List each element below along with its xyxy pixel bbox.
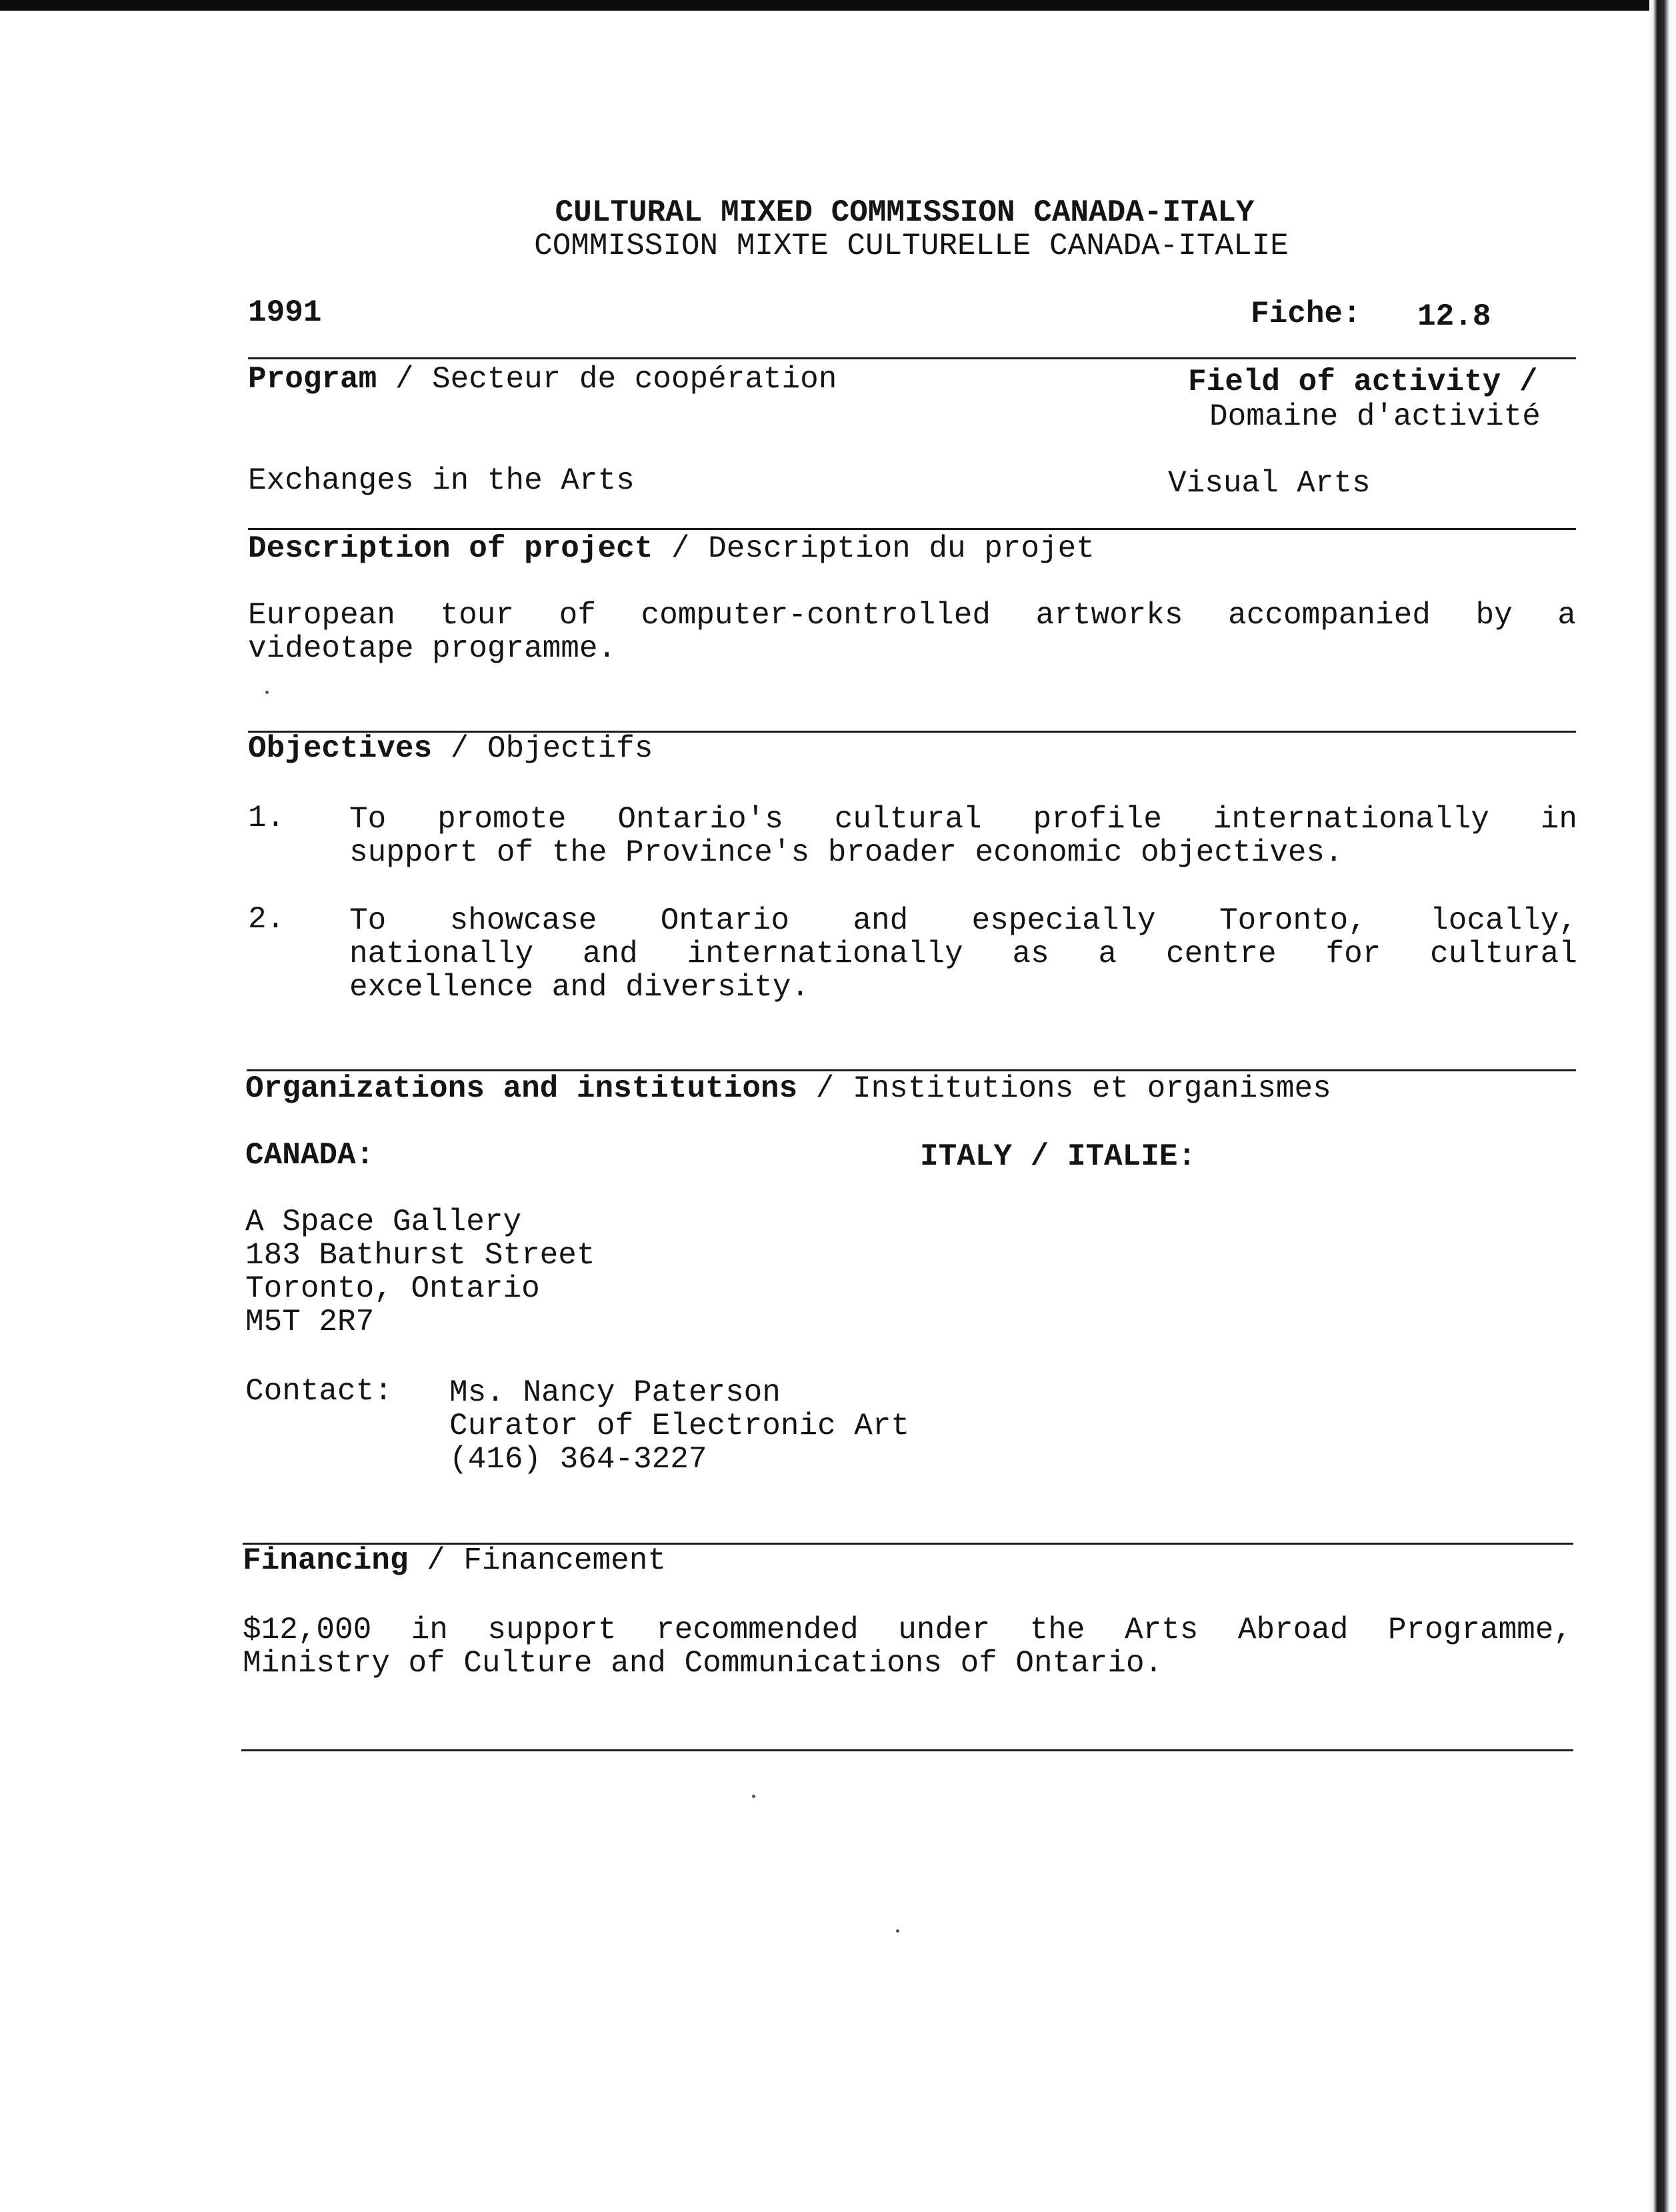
scan-edge-right <box>1649 0 1676 2212</box>
objective-number: 2. <box>248 902 285 937</box>
objective-2-line-3: excellence and diversity. <box>349 970 810 1005</box>
description-line-2: videotape programme. <box>248 631 617 666</box>
divider <box>241 1749 1573 1751</box>
fiche-value: 12.8 <box>1417 299 1491 334</box>
field-heading-en: Field of activity / <box>1188 365 1538 399</box>
contact-title: Curator of Electronic Art <box>449 1409 910 1443</box>
contact-name: Ms. Nancy Paterson <box>449 1375 781 1410</box>
objective-number: 1. <box>248 801 285 835</box>
address-line: M5T 2R7 <box>245 1305 375 1339</box>
objective-2-line-2: nationally and internationally as a centre for cultural <box>349 937 1577 971</box>
address-line: A Space Gallery <box>245 1205 522 1239</box>
address-line: 183 Bathurst Street <box>245 1238 595 1273</box>
contact-phone: (416) 364-3227 <box>449 1442 707 1477</box>
canada-label: CANADA: <box>245 1138 375 1173</box>
objectives-heading: Objectives / Objectifs <box>248 731 653 766</box>
address-line: Toronto, Ontario <box>245 1271 540 1306</box>
organizations-heading: Organizations and institutions / Institutions et organismes <box>245 1071 1331 1106</box>
scan-speck <box>896 1929 899 1933</box>
field-value: Visual Arts <box>1168 466 1371 501</box>
objective-2-line-1: To showcase Ontario and especially Toronto, locally, <box>349 904 1577 937</box>
divider <box>248 357 1576 359</box>
program-heading: Program / Secteur de coopération <box>248 362 837 397</box>
objective-1-line-1: To promote Ontario's cultural profile internationally in <box>349 803 1577 836</box>
scan-speck <box>752 1795 755 1798</box>
divider <box>248 528 1576 530</box>
title-english: CULTURAL MIXED COMMISSION CANADA-ITALY <box>555 195 1255 230</box>
objective-1-line-2: support of the Province's broader economic objectives. <box>349 835 1343 870</box>
scan-speck <box>265 691 269 694</box>
financing-heading: Financing / Financement <box>243 1543 666 1578</box>
program-value: Exchanges in the Arts <box>248 463 635 498</box>
year: 1991 <box>248 295 322 330</box>
field-heading-fr: Domaine d'activité <box>1209 399 1541 434</box>
description-heading: Description of project / Description du projet <box>248 531 1095 566</box>
description-line-1: European tour of computer-controlled artworks accompanied by a <box>248 599 1576 632</box>
contact-label: Contact: <box>245 1374 393 1409</box>
financing-line-1: $12,000 in support recommended under the Arts Abroad Programme, <box>243 1613 1572 1647</box>
fiche-label: Fiche: <box>1251 297 1361 331</box>
title-french: COMMISSION MIXTE CULTURELLE CANADA-ITALIE <box>534 229 1289 263</box>
italy-label: ITALY / ITALIE: <box>920 1139 1197 1174</box>
financing-line-2: Ministry of Culture and Communications of Ontario. <box>243 1646 1163 1681</box>
scan-edge-top <box>0 0 1676 11</box>
